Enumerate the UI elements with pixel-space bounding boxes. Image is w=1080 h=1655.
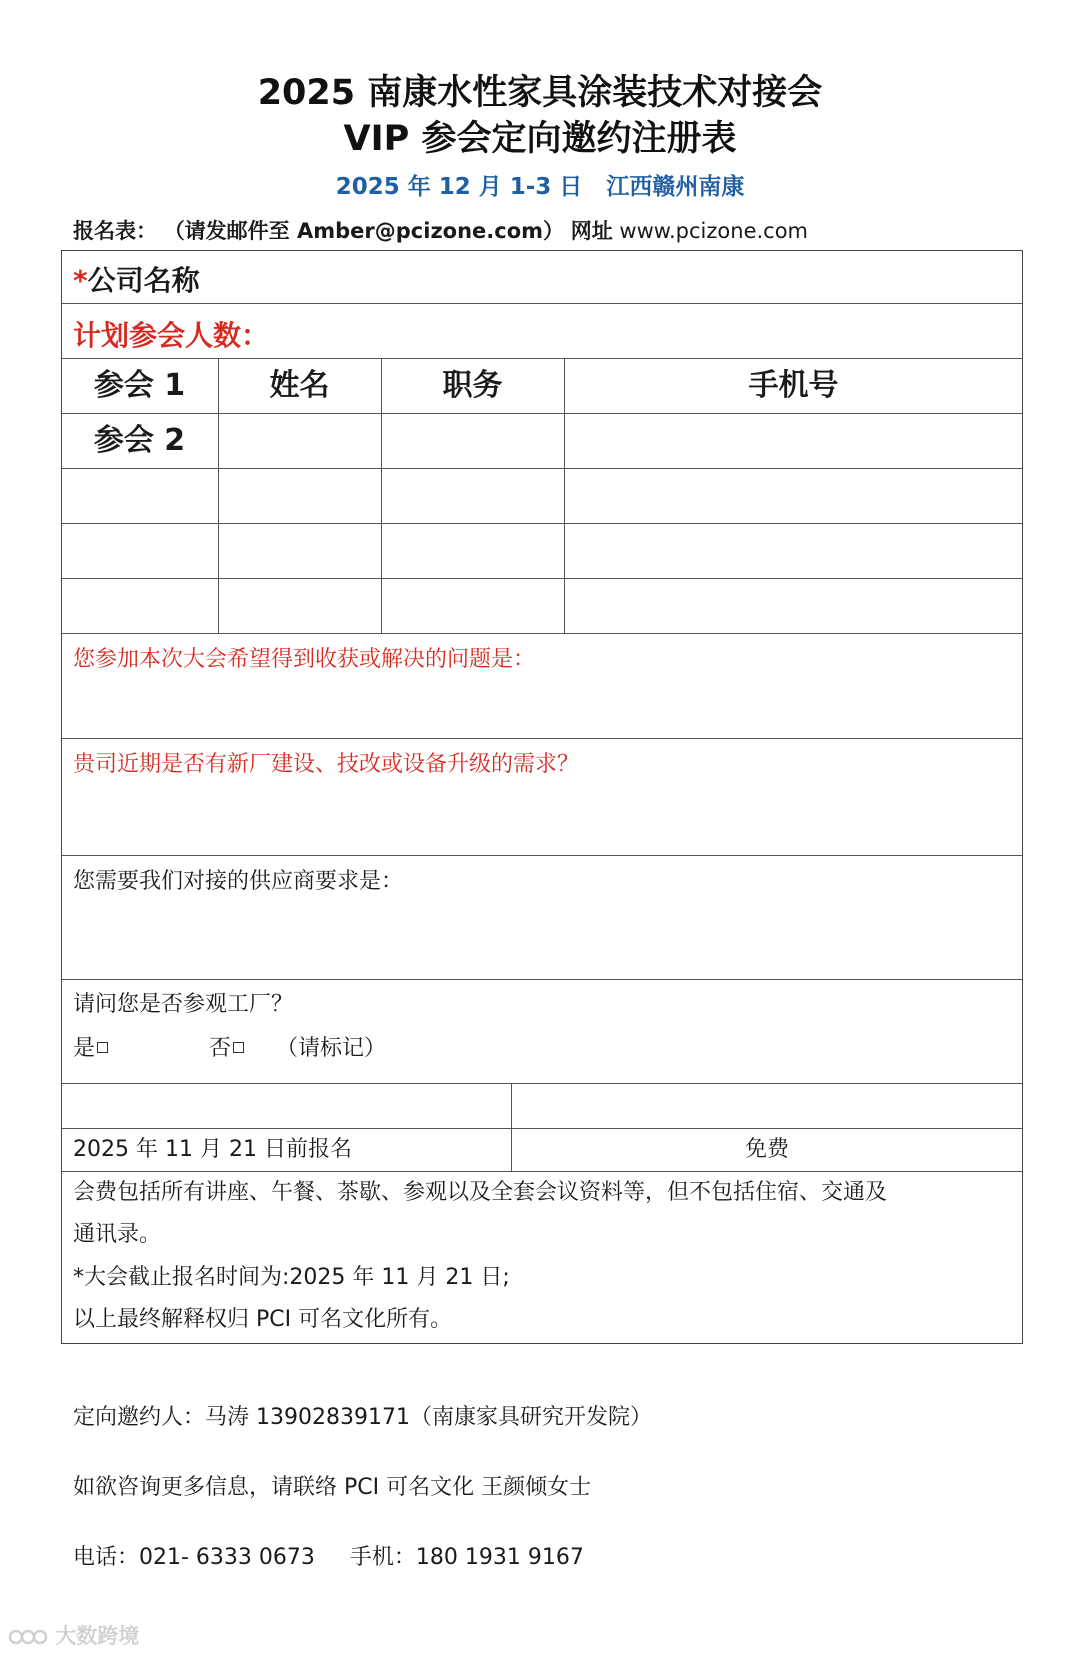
required-mark: *	[73, 264, 88, 297]
row-divider	[61, 979, 1023, 980]
watermark	[8, 1623, 139, 1649]
contact-info: 如欲咨询更多信息，请联络 PCI 可名文化 王颜倾女士	[73, 1475, 592, 1500]
row-divider	[61, 303, 1023, 304]
fee-value: 免费	[744, 1137, 789, 1162]
attendee-2-title-cell[interactable]	[382, 414, 563, 467]
rights-note: 以上最终解释权归 PCI 可名文化所有。	[73, 1307, 453, 1332]
row-divider	[61, 358, 1023, 359]
attendee-1-label: 参会 1	[93, 368, 186, 403]
yes-checkbox[interactable]	[97, 1042, 108, 1053]
question-upgrade-needs: 贵司近期是否有新厂建设、技改或设备升级的需求？	[73, 752, 580, 777]
company-name-input[interactable]	[240, 310, 1010, 350]
question-supplier-requirements: 您需要我们对接的供应商要求是：	[73, 869, 404, 894]
row-divider	[61, 523, 1023, 524]
attendee-2-label: 参会 2	[93, 423, 186, 458]
row-divider	[61, 1128, 1023, 1129]
form-title-line1: 2025 南康水性家具涂装技术对接会	[257, 73, 823, 113]
fee-note-line2: 通讯录。	[73, 1222, 162, 1247]
row-divider	[61, 468, 1023, 469]
question-factory-visit: 请问您是否参观工厂？	[73, 992, 294, 1017]
registration-line	[73, 217, 808, 245]
attendee-2-phone-cell[interactable]	[565, 414, 1022, 467]
attendee-2-name-cell[interactable]	[219, 414, 380, 467]
event-date: 2025 年 12 月 1-3 日	[335, 174, 583, 200]
website-label: 网址	[570, 219, 613, 243]
row-divider	[61, 738, 1023, 739]
factory-visit-no[interactable]: 否	[209, 1034, 244, 1064]
event-location: 江西赣州南康	[606, 174, 745, 200]
row-divider	[61, 855, 1023, 856]
row-divider	[61, 1083, 1023, 1084]
row-divider	[61, 1171, 1023, 1172]
website-link[interactable]: www.pcizone.com	[619, 219, 809, 243]
watermark-logo-icon	[8, 1627, 48, 1647]
row-divider	[61, 633, 1023, 634]
inviter-info: 定向邀约人：马涛 13902839171（南康家具研究开发院）	[73, 1405, 652, 1430]
company-name-label: *公司名称	[73, 264, 200, 297]
column-title-header: 职务	[442, 368, 503, 403]
column-phone-header: 手机号	[748, 368, 839, 403]
no-checkbox[interactable]	[233, 1042, 244, 1053]
fee-note-line1: 会费包括所有讲座、午餐、茶歇、参观以及全套会议资料等，但不包括住宿、交通及	[73, 1180, 888, 1205]
factory-visit-yes[interactable]: 是	[73, 1034, 108, 1064]
attendee-count-label: 计划参会人数：	[73, 319, 270, 352]
phone-info: 电话：021- 6333 0673 手机：180 1931 9167	[73, 1545, 584, 1570]
registration-label: 报名表：	[73, 219, 157, 243]
fee-deadline: 2025 年 11 月 21 日前报名	[73, 1137, 352, 1162]
deadline-note: *大会截止报名时间为:2025 年 11 月 21 日;	[73, 1265, 510, 1290]
form-title-line2: VIP 参会定向邀约注册表	[343, 119, 737, 159]
registration-email-note: （请发邮件至 Amber@pcizone.com）	[163, 219, 565, 243]
event-date-location	[0, 172, 1080, 202]
mark-note: （请标记）	[276, 1036, 387, 1061]
column-name-header: 姓名	[269, 368, 330, 403]
row-divider	[61, 578, 1023, 579]
question-expectations: 您参加本次大会希望得到收获或解决的问题是：	[73, 647, 536, 672]
watermark-text: 大数跨境	[55, 1624, 140, 1648]
